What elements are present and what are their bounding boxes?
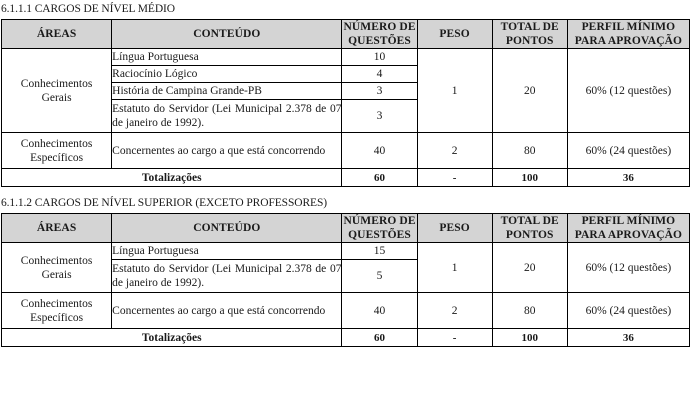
- header-line-2: PARA APROVAÇÃO: [574, 229, 683, 241]
- cell-conteudo: História de Campina Grande-PB: [112, 83, 342, 100]
- column-header-areas: ÁREAS: [2, 20, 112, 49]
- table-row-totals: [2, 329, 690, 347]
- cell-numero-questoes: 40: [342, 133, 417, 169]
- header-line-2: QUESTÕES: [348, 35, 411, 47]
- section-heading-superior: 6.1.1.2 CARGOS DE NÍVEL SUPERIOR (EXCETO PROFESSORES): [1, 197, 327, 209]
- area-line-2: Gerais: [41, 268, 72, 281]
- cell-area-conhecimentos-especificos: [2, 133, 112, 169]
- cell-totals-label: Totalizações: [2, 169, 342, 187]
- cell-totals-perfil: 36: [567, 329, 689, 347]
- header-line-2: QUESTÕES: [348, 229, 411, 241]
- cell-numero-questoes: 40: [342, 293, 417, 329]
- column-header-peso: PESO: [417, 20, 492, 49]
- cell-perfil-minimo: 60% (12 questões): [567, 243, 689, 293]
- area-line-2: Específicos: [30, 311, 84, 324]
- cell-numero-questoes: 3: [342, 83, 417, 100]
- column-header-numero-questoes: [342, 214, 417, 243]
- header-line-1: NÚMERO DE: [343, 215, 416, 227]
- exam-table-nivel-superior: [1, 213, 690, 347]
- cell-peso: 2: [417, 293, 492, 329]
- cell-area-conhecimentos-especificos: [2, 293, 112, 329]
- area-line-2: Gerais: [41, 91, 72, 104]
- area-line-1: Conhecimentos: [20, 297, 93, 310]
- cell-area-conhecimentos-gerais: [2, 243, 112, 293]
- header-line-1: NÚMERO DE: [343, 21, 416, 33]
- cell-totals-label: Totalizações: [2, 329, 342, 347]
- column-header-peso: PESO: [417, 214, 492, 243]
- column-header-total-pontos: [492, 214, 567, 243]
- cell-perfil-minimo: 60% (24 questões): [567, 293, 689, 329]
- table-row: [2, 293, 690, 329]
- area-line-1: Conhecimentos: [20, 254, 93, 267]
- table-body: [2, 49, 690, 187]
- table-row: [2, 243, 690, 260]
- cell-totals-questoes: 60: [342, 169, 417, 187]
- exam-table-nivel-medio: [1, 19, 690, 187]
- header-line-1: PERFIL MÍNIMO: [581, 21, 676, 33]
- cell-numero-questoes: 4: [342, 66, 417, 83]
- area-line-1: Conhecimentos: [20, 77, 93, 90]
- cell-total-pontos: 80: [492, 293, 567, 329]
- column-header-perfil-minimo: [567, 214, 689, 243]
- column-header-perfil-minimo: [567, 20, 689, 49]
- cell-totals-pontos: 100: [492, 169, 567, 187]
- cell-total-pontos: 80: [492, 133, 567, 169]
- cell-perfil-minimo: 60% (24 questões): [567, 133, 689, 169]
- cell-numero-questoes: 15: [342, 243, 417, 260]
- table-row-totals: [2, 169, 690, 187]
- header-line-1: TOTAL DE: [500, 21, 559, 33]
- cell-perfil-minimo: 60% (12 questões): [567, 49, 689, 133]
- cell-total-pontos: 20: [492, 243, 567, 293]
- cell-numero-questoes: 10: [342, 49, 417, 66]
- cell-conteudo: Raciocínio Lógico: [112, 66, 342, 83]
- table-row: [2, 49, 690, 66]
- column-header-numero-questoes: [342, 20, 417, 49]
- cell-numero-questoes: 3: [342, 100, 417, 133]
- cell-totals-peso: -: [417, 169, 492, 187]
- cell-total-pontos: 20: [492, 49, 567, 133]
- header-row: [2, 20, 690, 49]
- cell-totals-peso: -: [417, 329, 492, 347]
- header-line-2: PONTOS: [505, 35, 554, 47]
- cell-totals-questoes: 60: [342, 329, 417, 347]
- header-line-2: PARA APROVAÇÃO: [574, 35, 683, 47]
- section-heading-medio: 6.1.1.1 CARGOS DE NÍVEL MÉDIO: [1, 3, 175, 15]
- cell-conteudo: Concernentes ao cargo a que está concorrendo: [112, 133, 342, 169]
- cell-peso: 1: [417, 243, 492, 293]
- column-header-total-pontos: [492, 20, 567, 49]
- cell-conteudo: Língua Portuguesa: [112, 49, 342, 66]
- table-header: [2, 20, 690, 49]
- column-header-conteudo: CONTEÚDO: [112, 20, 342, 49]
- table-row: [2, 133, 690, 169]
- table-body: [2, 243, 690, 347]
- cell-conteudo: Estatuto do Servidor (Lei Municipal 2.378 de 07 de janeiro de 1992).: [112, 260, 342, 293]
- header-line-1: TOTAL DE: [500, 215, 559, 227]
- table-header: [2, 214, 690, 243]
- cell-totals-pontos: 100: [492, 329, 567, 347]
- cell-numero-questoes: 5: [342, 260, 417, 293]
- column-header-areas: ÁREAS: [2, 214, 112, 243]
- cell-peso: 2: [417, 133, 492, 169]
- cell-totals-perfil: 36: [567, 169, 689, 187]
- header-line-2: PONTOS: [505, 229, 554, 241]
- cell-peso: 1: [417, 49, 492, 133]
- header-line-1: PERFIL MÍNIMO: [581, 215, 676, 227]
- header-row: [2, 214, 690, 243]
- cell-conteudo: Língua Portuguesa: [112, 243, 342, 260]
- cell-area-conhecimentos-gerais: [2, 49, 112, 133]
- area-line-1: Conhecimentos: [20, 137, 93, 150]
- area-line-2: Específicos: [30, 151, 84, 164]
- column-header-conteudo: CONTEÚDO: [112, 214, 342, 243]
- cell-conteudo: Concernentes ao cargo a que está concorrendo: [112, 293, 342, 329]
- cell-conteudo: Estatuto do Servidor (Lei Municipal 2.378 de 07 de janeiro de 1992).: [112, 100, 342, 133]
